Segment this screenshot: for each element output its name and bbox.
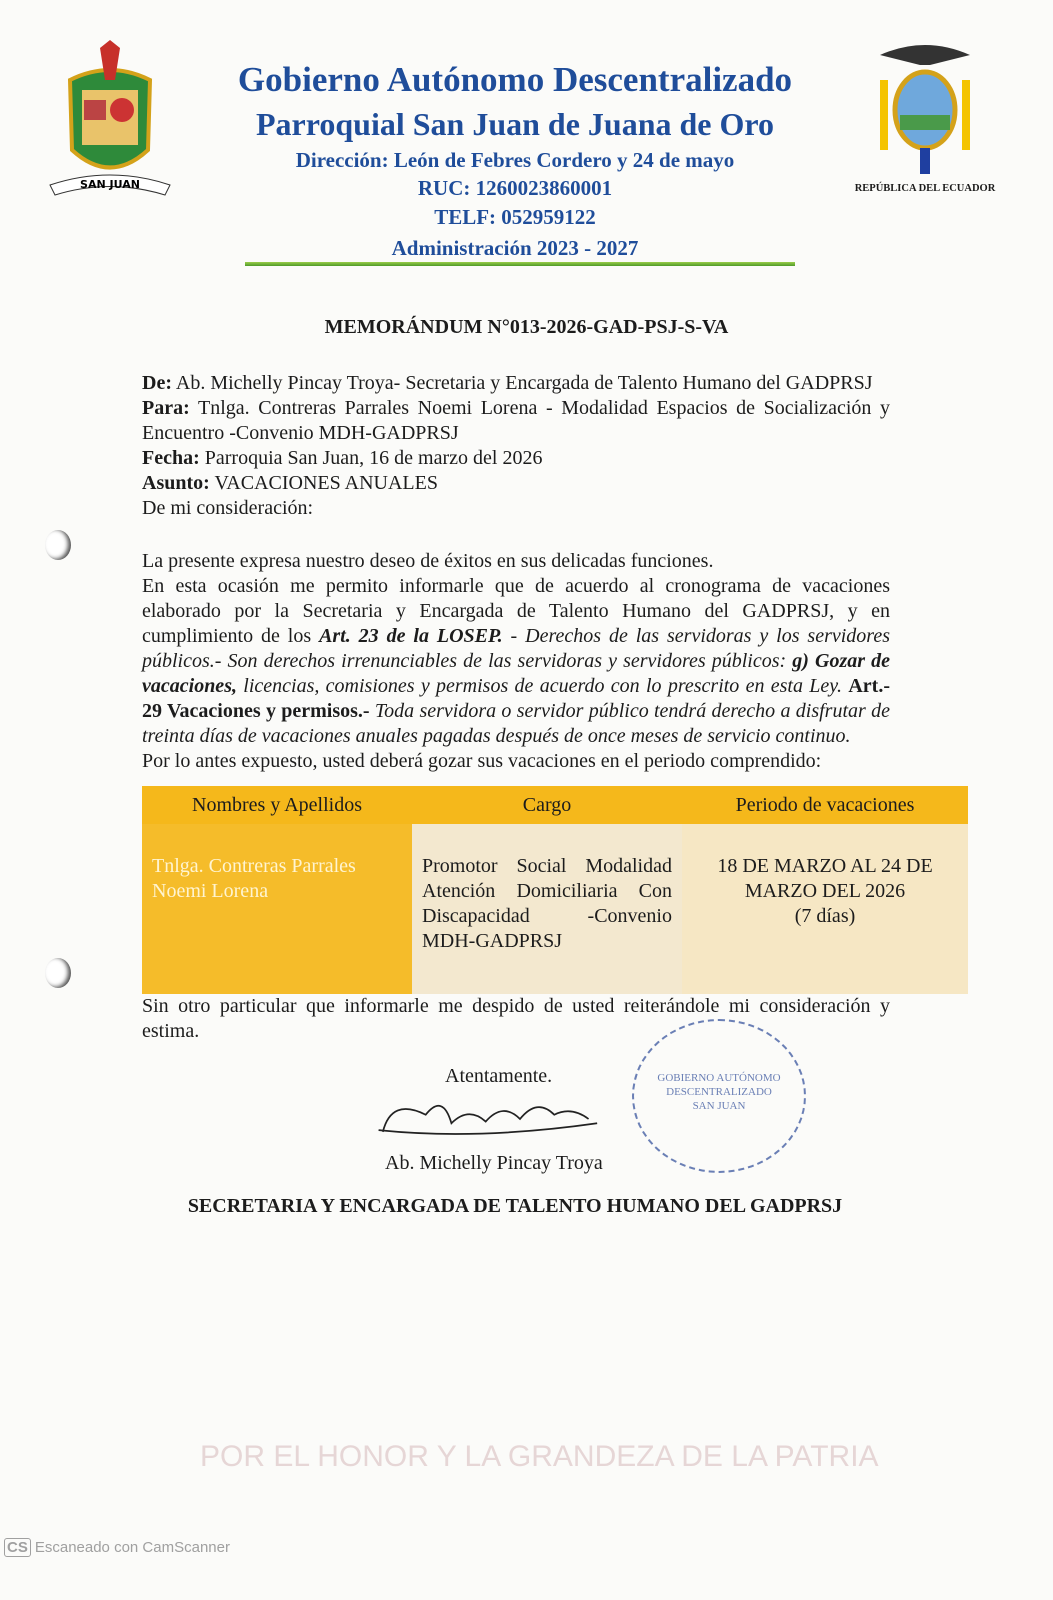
header-period: Periodo de vacaciones	[682, 786, 968, 824]
paragraph-2-segment: g) Gozar de vacaciones,	[142, 650, 890, 697]
svg-text:SAN JUAN: SAN JUAN	[80, 178, 140, 191]
period-text: 18 DE MARZO AL 24 DE MARZO DEL 2026	[717, 855, 933, 902]
asunto-value: VACACIONES ANUALES	[214, 472, 438, 494]
asunto-label: Asunto:	[142, 472, 210, 494]
letterhead-phone: TELF: 052959122	[434, 205, 596, 229]
para-value: Tnlga. Contreras Parrales Noemi Lorena - Modalidad Espacios de Socialización y Encuentro -Convenio MDH-GADPRSJ	[142, 397, 890, 444]
greeting: De mi consideración:	[142, 497, 314, 519]
para-label: Para:	[142, 397, 190, 419]
header-divider	[245, 262, 795, 266]
cell-name: Tnlga. Contreras Parrales Noemi Lorena	[142, 824, 412, 994]
document-flow	[142, 371, 933, 1219]
signer-title: SECRETARIA Y ENCARGADA DE TALENTO HUMANO DEL GADPRSJ	[187, 1195, 843, 1217]
letterhead-address: Dirección: León de Febres Cordero y 24 de mayo	[295, 148, 735, 172]
fecha-label: Fecha:	[142, 447, 200, 469]
cargo-text: Promotor Social Modalidad Atención Domiciliaria Con Discapacidad -Convenio MDH-GADPRSJ	[422, 855, 672, 952]
period-days: (7 días)	[794, 905, 856, 927]
punch-hole	[45, 958, 71, 988]
official-stamp	[632, 1019, 806, 1173]
paragraph-1: La presente expresa nuestro deseo de éxitos en sus delicadas funciones.	[142, 550, 714, 572]
parish-coat-of-arms-logo	[40, 40, 180, 200]
table-row	[142, 824, 968, 994]
de-label: De:	[142, 372, 172, 394]
paragraph-2-segment: Art. 23 de la LOSEP.	[319, 625, 503, 647]
paragraph-2-segment: licencias, comisiones y permisos de acuerdo con lo prescrito en esta Ley.	[236, 675, 849, 697]
cell-cargo	[412, 824, 682, 994]
signer-name: Ab. Michelly Pincay Troya	[385, 1152, 603, 1174]
letterhead-administration: Administración 2023 - 2027	[391, 236, 639, 260]
closing-text: Sin otro particular que informarle me despido de usted reiterándole mi consideración y estima.	[142, 995, 890, 1042]
punch-hole	[45, 530, 71, 560]
paragraph-2-segment: En esta ocasión me permito informarle que de acuerdo al cronograma de vacaciones elaborado por la Secretaria y Encargada de Talento Humano del GADPRSJ, y en cumplimiento de los	[142, 575, 890, 647]
scanner-text: Escaneado con CamScanner	[34, 1539, 230, 1556]
de-value: Ab. Michelly Pincay Troya- Secretaria y Encargada de Talento Humano del GADPRSJ	[175, 372, 873, 394]
paragraph-2	[142, 574, 890, 749]
memo-number: MEMORÁNDUM N°013-2026-GAD-PSJ-S-VA	[324, 316, 729, 338]
scanner-footer	[4, 1538, 230, 1557]
paragraph-3: Por lo antes expuesto, usted deberá gozar sus vacaciones en el periodo comprendido:	[142, 750, 822, 772]
camscanner-logo: CS	[4, 1538, 31, 1557]
table-header-row	[142, 786, 968, 824]
field-para	[142, 396, 890, 446]
letterhead-ruc: RUC: 1260023860001	[417, 176, 613, 200]
field-fecha	[142, 446, 890, 471]
field-de	[142, 371, 890, 396]
vacation-table	[142, 786, 968, 994]
memo-fields	[142, 371, 890, 521]
watermark-motto: POR EL HONOR Y LA GRANDEZA DE LA PATRIA	[200, 1440, 879, 1473]
paragraph-2-segment: Art.- 29 Vacaciones y permisos.-	[142, 675, 890, 722]
header-cargo: Cargo	[412, 786, 682, 824]
field-asunto	[142, 471, 890, 496]
letterhead-subtitle: Parroquial San Juan de Juana de Oro	[255, 106, 775, 142]
letterhead-title: Gobierno Autónomo Descentralizado	[237, 60, 793, 99]
paragraph-2-segment: Toda servidora o servidor público tendrá derecho a disfrutar de treinta días de vacaciones anuales pagadas después de once meses de servicio continuo.	[142, 700, 890, 747]
ecuador-coat-of-arms-logo	[860, 40, 990, 180]
fecha-value: Parroquia San Juan, 16 de marzo del 2026	[204, 447, 543, 469]
stamp-text: GOBIERNO AUTÓNOMO DESCENTRALIZADO SAN JUAN	[657, 1072, 781, 1112]
body-text	[142, 549, 890, 774]
paragraph-2-segment: - Derechos de las servidoras y los servidores públicos.- Son derechos irrenunciables de las servidoras y servidores públicos:	[142, 625, 891, 672]
cell-period	[682, 824, 968, 994]
regards: Atentamente.	[445, 1065, 553, 1087]
republic-caption: REPÚBLICA DEL ECUADOR	[854, 183, 996, 194]
handwritten-signature	[365, 1089, 615, 1149]
header-name: Nombres y Apellidos	[142, 786, 412, 824]
